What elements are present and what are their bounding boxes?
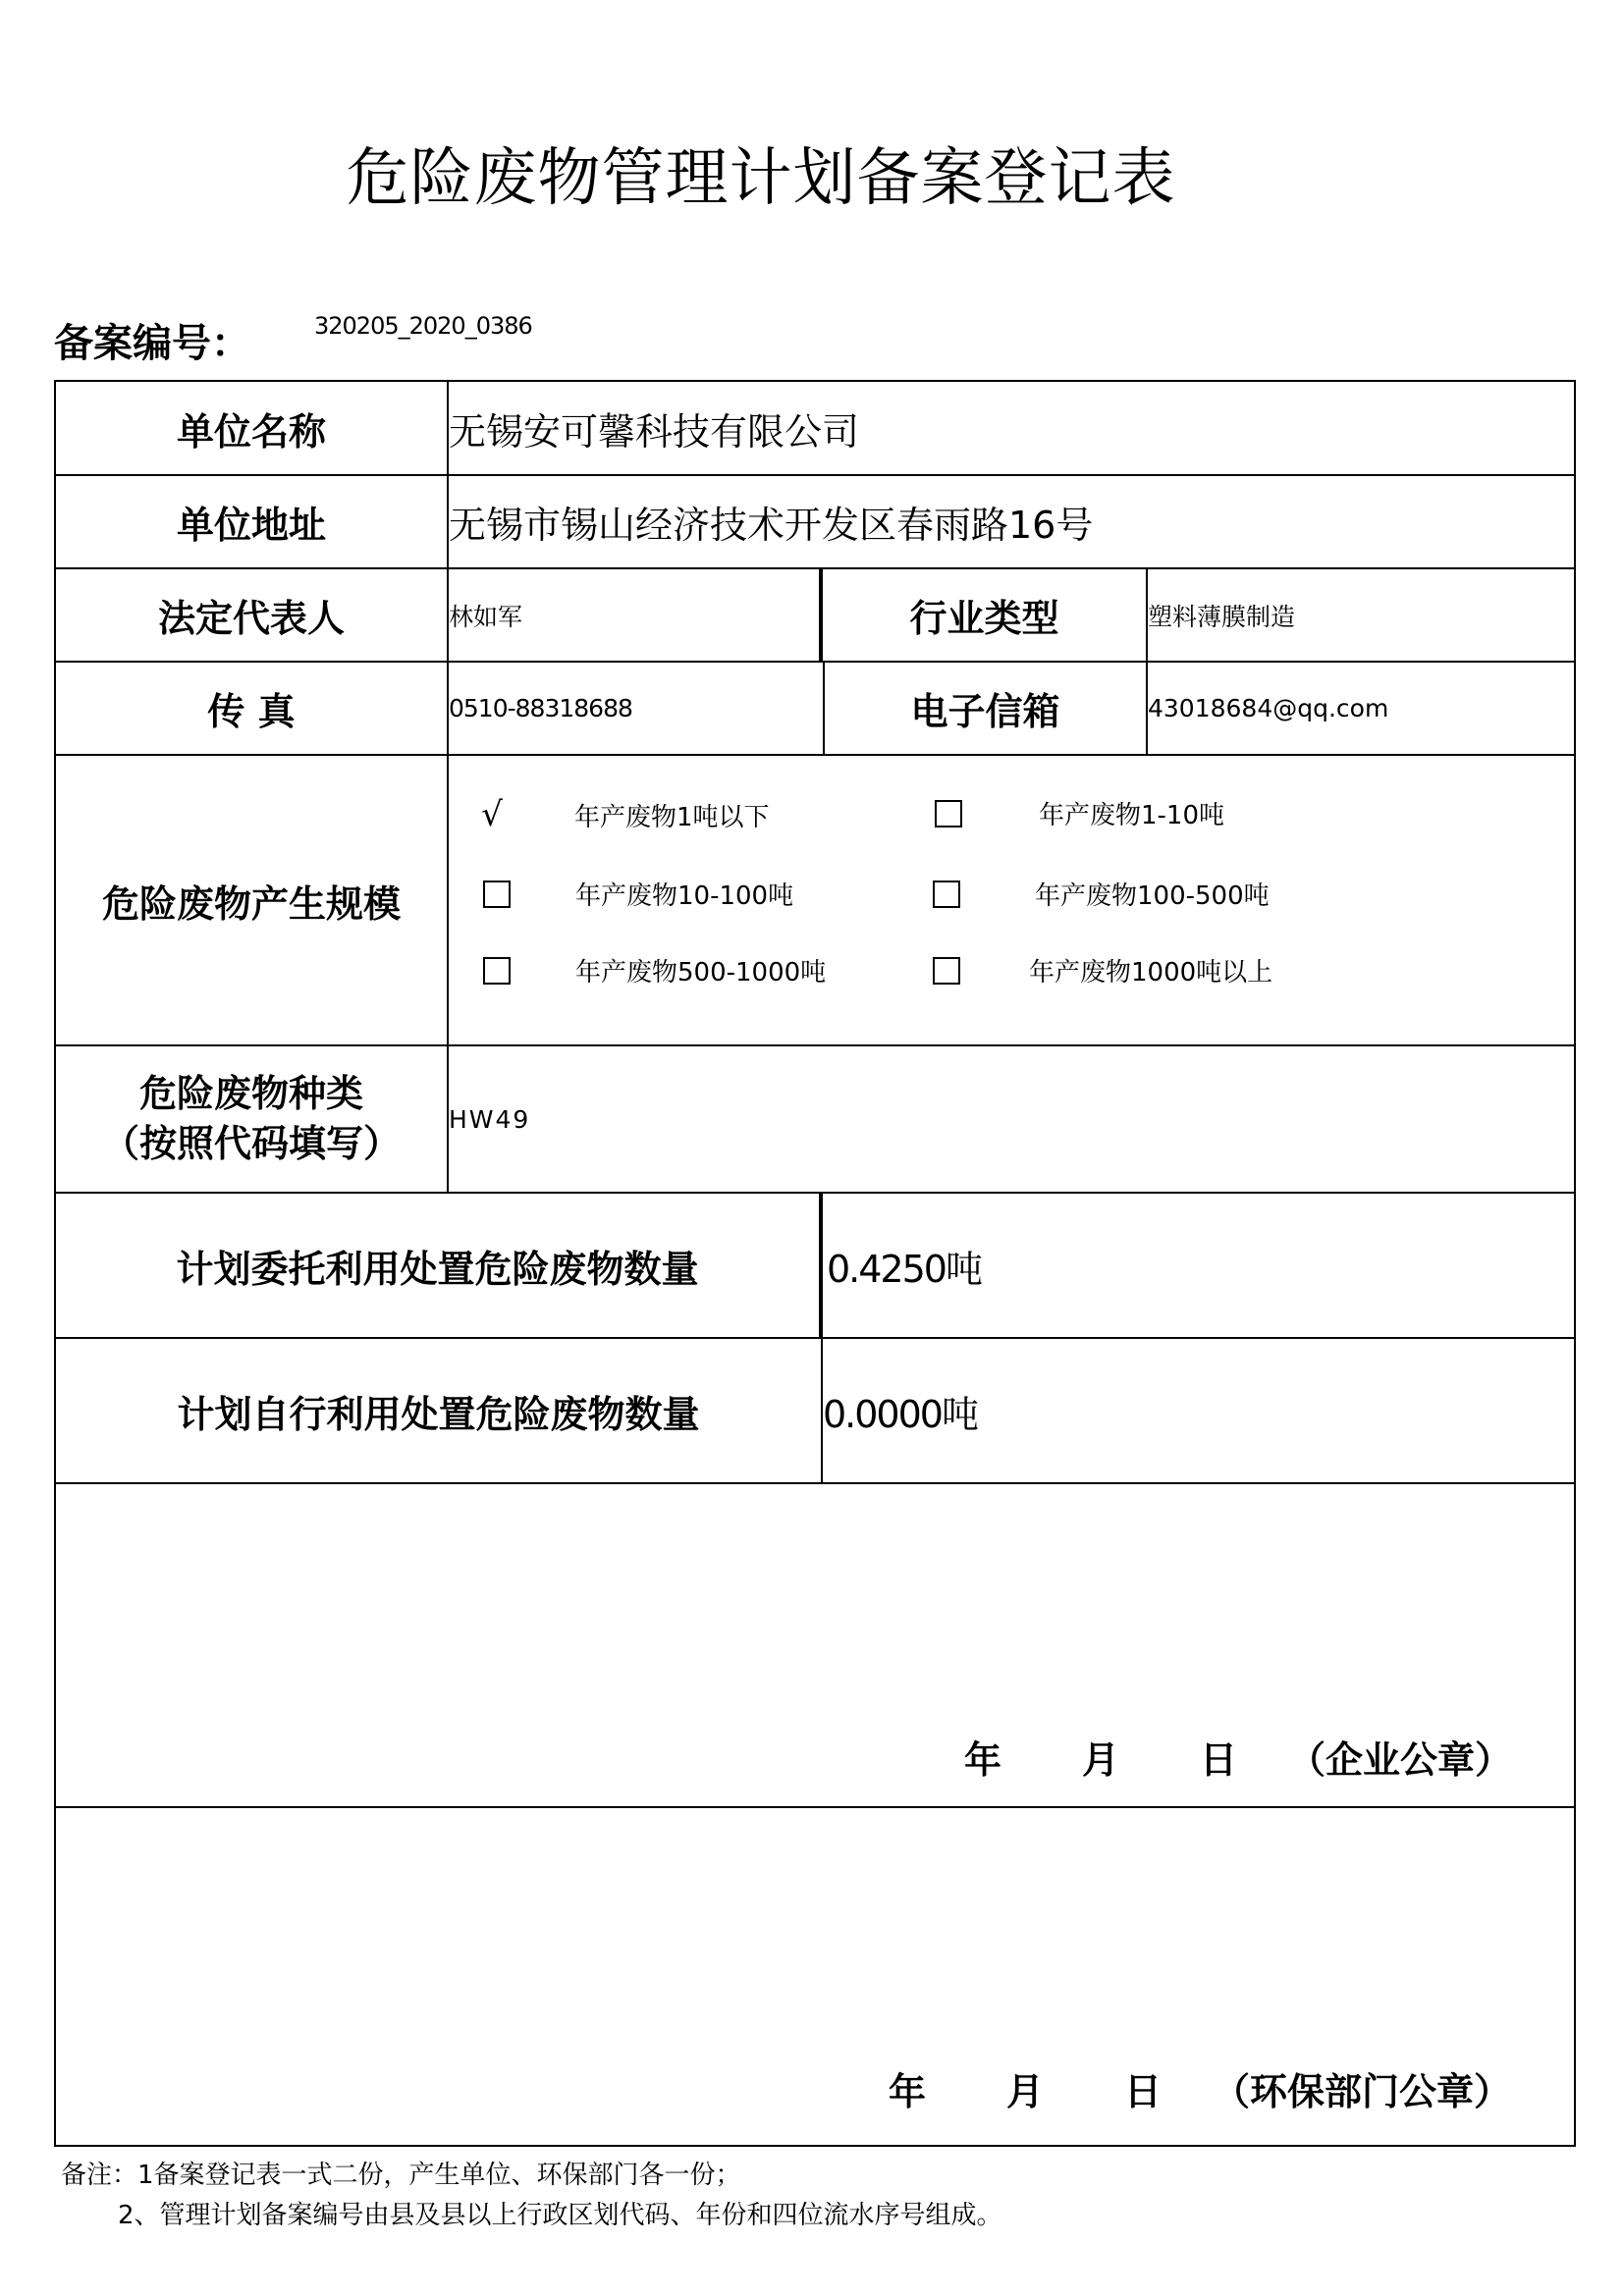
scale-option-text: 年产废物1吨以下 <box>574 802 770 832</box>
scale-option <box>478 795 770 834</box>
waste-type-label-line2: （按照代码填写） <box>101 1122 401 1165</box>
scale-option-text: 年产废物500-1000吨 <box>575 958 827 988</box>
legal-rep-label: 法定代表人 <box>56 569 449 661</box>
epb-seal-year: 年 <box>889 2070 927 2113</box>
waste-type-label <box>56 1046 449 1192</box>
waste-type-value: HW49 <box>449 1104 531 1134</box>
waste-scale-label: 危险废物产生规模 <box>56 756 449 1044</box>
email-label: 电子信箱 <box>823 663 1148 754</box>
checkbox-icon <box>933 881 960 908</box>
row-fax-email <box>56 663 1574 756</box>
row-waste-type <box>56 1046 1574 1194</box>
scale-option-text: 年产废物100-500吨 <box>1035 881 1270 911</box>
checkbox-icon <box>933 957 960 985</box>
checkbox-icon <box>483 881 511 908</box>
row-company-name <box>56 382 1574 476</box>
page-title: 危险废物管理计划备案登记表 <box>346 142 1176 215</box>
scale-option <box>933 876 1270 912</box>
self-quantity-value: 0.0000吨 <box>823 1392 977 1436</box>
note-line-1: 备注：1备案登记表一式二份，产生单位、环保部门各一份； <box>61 2161 741 2190</box>
scale-option-text: 年产废物10-100吨 <box>575 881 794 911</box>
row-address <box>56 476 1574 569</box>
self-quantity-label: 计划自行利用处置危险废物数量 <box>56 1339 823 1482</box>
address-label: 单位地址 <box>56 476 449 567</box>
entrusted-quantity-value: 0.4250吨 <box>827 1247 981 1291</box>
scale-option <box>933 952 1272 988</box>
fax-label: 传 真 <box>56 663 449 754</box>
row-entrusted-quantity <box>56 1194 1574 1339</box>
waste-type-label-line1: 危险废物种类 <box>138 1071 363 1115</box>
registration-table <box>54 380 1576 2147</box>
checkbox-icon <box>935 800 962 828</box>
company-seal-year: 年 <box>964 1738 1002 1782</box>
epb-seal-month: 月 <box>1006 2070 1045 2113</box>
row-self-quantity <box>56 1339 1574 1484</box>
legal-rep-value: 林如军 <box>449 569 823 661</box>
row-epb-seal <box>56 1808 1574 2145</box>
epb-seal-day: 日 <box>1124 2070 1163 2113</box>
epb-seal-text: （环保部门公章） <box>1213 2070 1512 2113</box>
scale-option <box>483 952 826 988</box>
industry-label: 行业类型 <box>823 569 1148 661</box>
row-waste-scale <box>56 756 1574 1046</box>
email-value: 43018684@qq.com <box>1148 694 1389 722</box>
fax-value: 0510-88318688 <box>449 694 632 722</box>
row-company-seal <box>56 1484 1574 1808</box>
checkmark-icon: √ <box>481 795 503 834</box>
industry-value: 塑料薄膜制造 <box>1148 602 1296 631</box>
entrusted-quantity-label: 计划委托利用处置危险废物数量 <box>56 1194 823 1337</box>
company-name-label: 单位名称 <box>56 382 449 474</box>
company-seal-text: （企业公章） <box>1288 1738 1513 1782</box>
checkbox-icon <box>483 957 511 985</box>
address-value: 无锡市锡山经济技术开发区春雨路16号 <box>449 504 1094 547</box>
company-seal-day: 日 <box>1200 1738 1238 1782</box>
scale-option-text: 年产废物1000吨以上 <box>1029 958 1273 988</box>
scale-option <box>935 795 1224 831</box>
record-number-value: 320205_2020_0386 <box>314 312 532 340</box>
note-line-2: 2、管理计划备案编号由县及县以上行政区划代码、年份和四位流水序号组成。 <box>118 2201 1002 2230</box>
row-legal-industry <box>56 569 1574 663</box>
company-name-value: 无锡安可馨科技有限公司 <box>449 409 860 454</box>
company-seal-month: 月 <box>1082 1738 1120 1782</box>
record-number-label: 备案编号： <box>54 321 250 366</box>
scale-option <box>483 876 793 912</box>
scale-option-text: 年产废物1-10吨 <box>1039 801 1225 830</box>
